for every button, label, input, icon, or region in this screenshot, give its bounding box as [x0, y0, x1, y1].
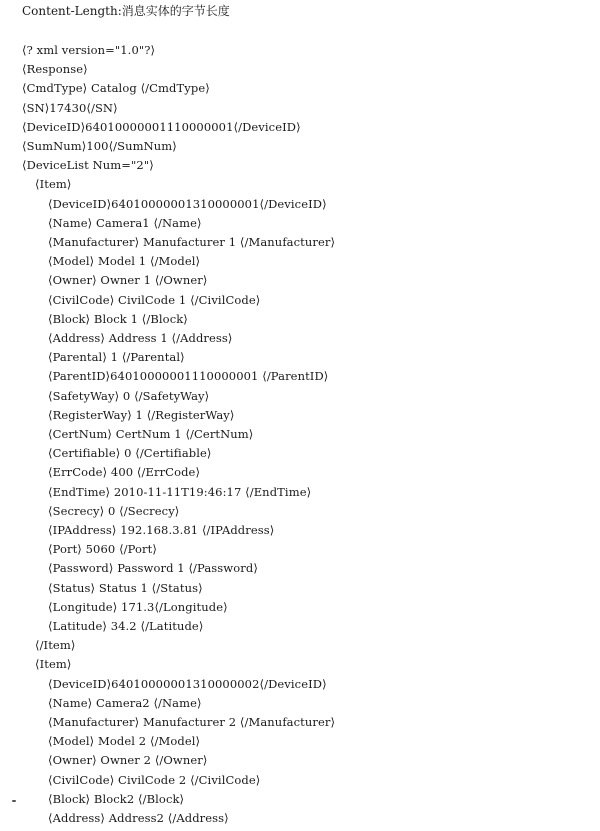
xml-line: ⟨Latitude⟩ 34.2 ⟨/Latitude⟩	[48, 619, 204, 633]
xml-line: ⟨Model⟩ Model 1 ⟨/Model⟩	[48, 254, 201, 269]
xml-line: ⟨EndTime⟩ 2010-11-11T19:46:17 ⟨/EndTime⟩	[48, 484, 312, 499]
xml-line: ⟨Manufacturer⟩ Manufacturer 1 ⟨/Manufacturer⟩	[48, 235, 336, 249]
xml-line: ⟨Longitude⟩ 171.3⟨/Longitude⟩	[48, 599, 228, 614]
xml-line: ⟨Status⟩ Status 1 ⟨/Status⟩	[48, 580, 203, 595]
xml-line: ⟨CertNum⟩ CertNum 1 ⟨/CertNum⟩	[48, 427, 254, 441]
xml-line: ⟨RegisterWay⟩ 1 ⟨/RegisterWay⟩	[48, 407, 235, 422]
xml-line: ⟨CmdType⟩ Catalog ⟨/CmdType⟩	[22, 81, 210, 96]
xml-line: ⟨Response⟩	[22, 62, 88, 77]
xml-line: ⟨Item⟩	[35, 177, 72, 192]
xml-line: ⟨Address⟩ Address 1 ⟨/Address⟩	[48, 331, 233, 345]
xml-line: ⟨? xml version="1.0"?⟩	[22, 43, 156, 57]
xml-line: ⟨DeviceList Num="2"⟩	[22, 158, 154, 173]
xml-line: ⟨Name⟩ Camera1 ⟨/Name⟩	[48, 215, 202, 230]
xml-line: ⟨Parental⟩ 1 ⟨/Parental⟩	[48, 350, 185, 365]
scan-speck	[12, 800, 16, 802]
xml-line: ⟨Model⟩ Model 2 ⟨/Model⟩	[48, 734, 201, 749]
xml-line: ⟨SumNum⟩100⟨/SumNum⟩	[22, 139, 177, 153]
xml-line: ⟨Name⟩ Camera2 ⟨/Name⟩	[48, 695, 202, 710]
xml-line: ⟨Port⟩ 5060 ⟨/Port⟩	[48, 542, 157, 557]
xml-line: ⟨Item⟩	[35, 657, 72, 672]
xml-line: ⟨Manufacturer⟩ Manufacturer 2 ⟨/Manufacturer⟩	[48, 715, 336, 729]
xml-line: ⟨IPAddress⟩ 192.168.3.81 ⟨/IPAddress⟩	[48, 523, 275, 537]
xml-line: ⟨CivilCode⟩ CivilCode 2 ⟨/CivilCode⟩	[48, 772, 261, 787]
xml-line: ⟨DeviceID⟩64010000001310000002⟨/DeviceID⟩	[48, 676, 327, 691]
xml-line: ⟨SafetyWay⟩ 0 ⟨/SafetyWay⟩	[48, 388, 210, 403]
xml-line: ⟨/Item⟩	[35, 638, 76, 653]
xml-line: ⟨Block⟩ Block2 ⟨/Block⟩	[48, 791, 185, 806]
xml-line: ⟨Password⟩ Password 1 ⟨/Password⟩	[48, 561, 258, 576]
xml-line: ⟨DeviceID⟩64010000001110000001⟨/DeviceID⟩	[22, 119, 301, 134]
xml-line: ⟨ParentID⟩64010000001110000001 ⟨/ParentID⟩	[48, 369, 329, 384]
xml-line: ⟨Owner⟩ Owner 1 ⟨/Owner⟩	[48, 273, 208, 288]
xml-line: ⟨Certifiable⟩ 0 ⟨/Certifiable⟩	[48, 446, 212, 461]
xml-line: ⟨DeviceID⟩64010000001310000001⟨/DeviceID⟩	[48, 196, 327, 211]
xml-line: ⟨Address⟩ Address2 ⟨/Address⟩	[48, 811, 229, 825]
xml-line: ⟨Secrecy⟩ 0 ⟨/Secrecy⟩	[48, 503, 180, 518]
content-length-header: Content-Length:消息实体的字节长度	[22, 4, 230, 18]
xml-line: ⟨CivilCode⟩ CivilCode 1 ⟨/CivilCode⟩	[48, 292, 261, 307]
xml-line: ⟨ErrCode⟩ 400 ⟨/ErrCode⟩	[48, 465, 201, 480]
xml-line: ⟨Owner⟩ Owner 2 ⟨/Owner⟩	[48, 753, 208, 768]
xml-line: ⟨SN⟩17430⟨/SN⟩	[22, 100, 118, 115]
xml-line: ⟨Block⟩ Block 1 ⟨/Block⟩	[48, 311, 188, 326]
